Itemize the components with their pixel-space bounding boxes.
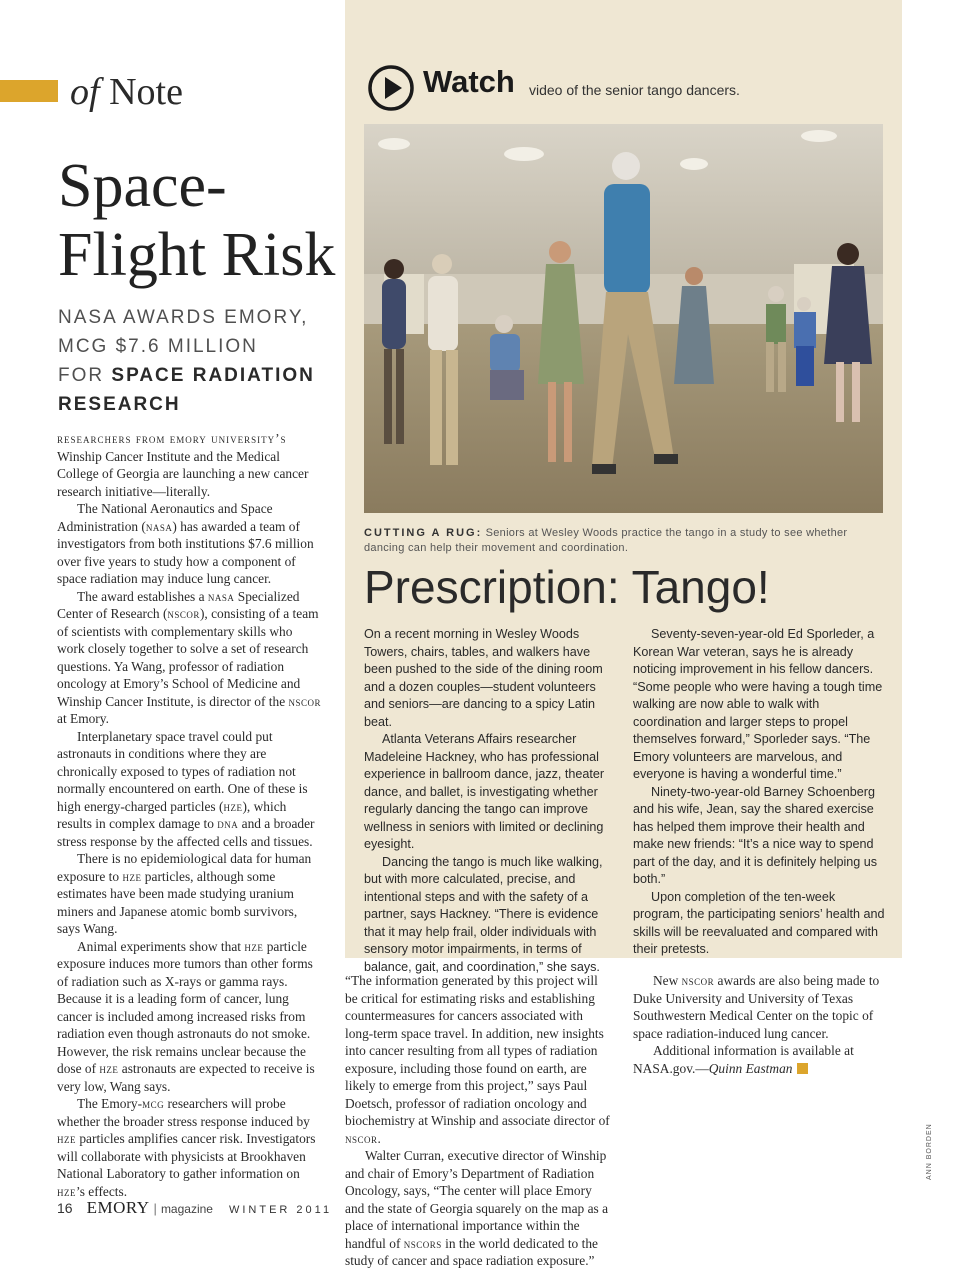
article-column-3 <box>633 972 895 1077</box>
section-label-rest: Note <box>99 71 183 113</box>
deck-line-3-plain: FOR <box>58 365 112 386</box>
magazine-word: magazine <box>160 1202 213 1216</box>
sidebar-paragraph-5: Ninety-two-year-old Barney Schoenberg and his wife, Jean, say the shared exercise has helped them improve their health and make new friends: “It’s a nice way to spend part of the day, and it is definitely helping us both.” <box>633 784 878 886</box>
sidebar-column-1 <box>364 626 618 976</box>
paragraph-9: Walter Curran, executive director of Winship and chair of Emory’s Department of Radiation Oncology, says, “The center will place Emory and the state of Georgia squarely on the map as a place of international importance within the handful of nscors in the world dedicated to the study of cancer and space radiation exposure.” <box>345 1148 609 1268</box>
article-column-1 <box>57 430 323 1200</box>
section-label-italic: of <box>70 71 100 113</box>
paragraph-8: “The information generated by this project will be critical for estimating risks and establishing countermeasures for cancers associated with long-term space travel. In addition, new insights into cancer resulting from all types of radiation exposure, including those found on earth, are likely to emerge from this project,” says Paul Doetsch, professor of radiation oncology and biochemistry at Winship and associate director of nscor. <box>345 973 610 1146</box>
logo-separator: | <box>153 1201 157 1216</box>
magazine-logo: EMORY <box>86 1198 150 1217</box>
photo-credit: ANN BORDEN <box>926 1123 933 1180</box>
article-deck <box>58 303 343 419</box>
page-number: 16 <box>57 1200 73 1216</box>
paragraph-10: New nscor awards are also being made to Duke University and University of Texas Southwestern Medical Center on the topic of space radiation-induced lung cancer. <box>633 973 880 1041</box>
article-headline <box>58 152 348 290</box>
watch-description: video of the senior tango dancers. <box>529 82 740 98</box>
caption-title: CUTTING A RUG: <box>364 527 483 539</box>
deck-line-3-bold: SPACE RADIATION <box>111 365 315 386</box>
headline-line-2: Flight Risk <box>58 221 336 289</box>
sidebar-title: Prescription: Tango! <box>364 561 770 613</box>
deck-line-3 <box>58 361 343 390</box>
section-accent-bar <box>0 80 58 102</box>
byline: Quinn Eastman <box>708 1060 793 1076</box>
paragraph-3: The award establishes a nasa Specialized Center of Research (nscor), consisting of a team of scientists with complementary skills who work closely together to solve a set of research questions. Ya Wang, professor of radiation oncology at Emory’s School of Medicine and Winship Cancer Institute, is director of the nscor at Emory. <box>57 588 322 726</box>
photo-caption <box>364 526 883 556</box>
headline-line-1: Space- <box>58 152 227 220</box>
issue-date: WINTER 2011 <box>228 1204 333 1216</box>
watch-link[interactable]: Watch <box>423 64 515 99</box>
paragraph-11: Additional information is available at NASA.gov.—Quinn Eastman <box>633 1043 854 1076</box>
deck-line-4: RESEARCH <box>58 394 181 415</box>
paragraph-7: The Emory-mcg researchers will probe whether the broader stress response induced by hze particles amplifies cancer risk. Investigators will collaborate with physicists at Brookhaven National Laboratory to gather information on hze’s effects. <box>57 1096 316 1199</box>
page-footer <box>57 1198 332 1220</box>
article-column-2 <box>345 972 613 1270</box>
deck-line-2: MCG $7.6 MILLION <box>58 336 258 357</box>
sidebar-paragraph-3: Dancing the tango is much like walking, but with more calculated, precise, and intentional steps and with the safety of a partner, says Hackney. “There is evidence that it may help frail, older individuals with sensory motor impairments, in terms of balance, gait, and coordination,” she says. <box>364 854 603 974</box>
caption-text: Seniors at Wesley Woods practice the tango in a study to see whether dancing can help their movement and coordination. <box>364 527 848 554</box>
play-icon[interactable] <box>367 64 415 112</box>
deck-line-1: NASA AWARDS EMORY, <box>58 307 309 328</box>
section-label <box>70 70 183 114</box>
paragraph-6: Animal experiments show that hze particle exposure induces more tumors than other forms of radiation such as X-rays or gamma rays. Because it is a leading form of cancer, lung cancer is included among increased risks from radiation even though astronauts do not smoke. However, the risk remains unclear because the dose of hze astronauts are expected to receive is very low, Wang says. <box>57 938 315 1094</box>
tango-dancers-photo <box>364 124 883 513</box>
end-mark <box>797 1063 808 1074</box>
paragraph-5: There is no epidemiological data for human exposure to hze particles, although some estimates have been made studying uranium miners and Japanese atomic bomb survivors, says Wang. <box>57 851 312 936</box>
sidebar-column-2 <box>633 626 885 959</box>
paragraph-2: The National Aeronautics and Space Administration (nasa) has awarded a team of investigators from both institutions $7.6 million over five years to study how a component of space radiation may induce lung cancer. <box>57 501 314 586</box>
sidebar-paragraph-6: Upon completion of the ten-week program, the participating seniors’ health and skills will be reevaluated and compared with their pretests. <box>633 889 885 956</box>
sidebar-paragraph-4: Seventy-seven-year-old Ed Sporleder, a Korean War veteran, says he is already noticing improvement in his fellow dancers. “Some people who were having a tough time walking are now able to walk with coordination and larger steps to propel themselves forward,” Sporleder says. “The Emory volunteers are marvelous, and everyone is having a wonderful time.” <box>633 627 883 781</box>
sidebar-paragraph-2: Atlanta Veterans Affairs researcher Madeleine Hackney, who has professional experience in ballroom dance, jazz, theater dance, and ballet, is investigating whether regularly dancing the tango can improve wellness in seniors with limited or declining eyesight. <box>364 732 605 851</box>
lead-in: researchers from emory university’s <box>57 431 287 446</box>
paragraph-1: researchers from emory university’s Winship Cancer Institute and the Medical College of Georgia are launching a new cancer research initiative—literally. <box>57 431 309 499</box>
paragraph-4: Interplanetary space travel could put astronauts in conditions where they are chronically exposed to types of radiation not normally encountered on earth. One of these is high energy-charged particles (hze), which results in complex damage to dna and a broader stress response by the affected cells and tissues. <box>57 728 315 849</box>
sidebar-paragraph-1: On a recent morning in Wesley Woods Towers, chairs, tables, and walkers have been pushed to the side of the dining room and a dozen couples—student volunteers and seniors—are dancing to a spicy Latin beat. <box>364 627 603 729</box>
